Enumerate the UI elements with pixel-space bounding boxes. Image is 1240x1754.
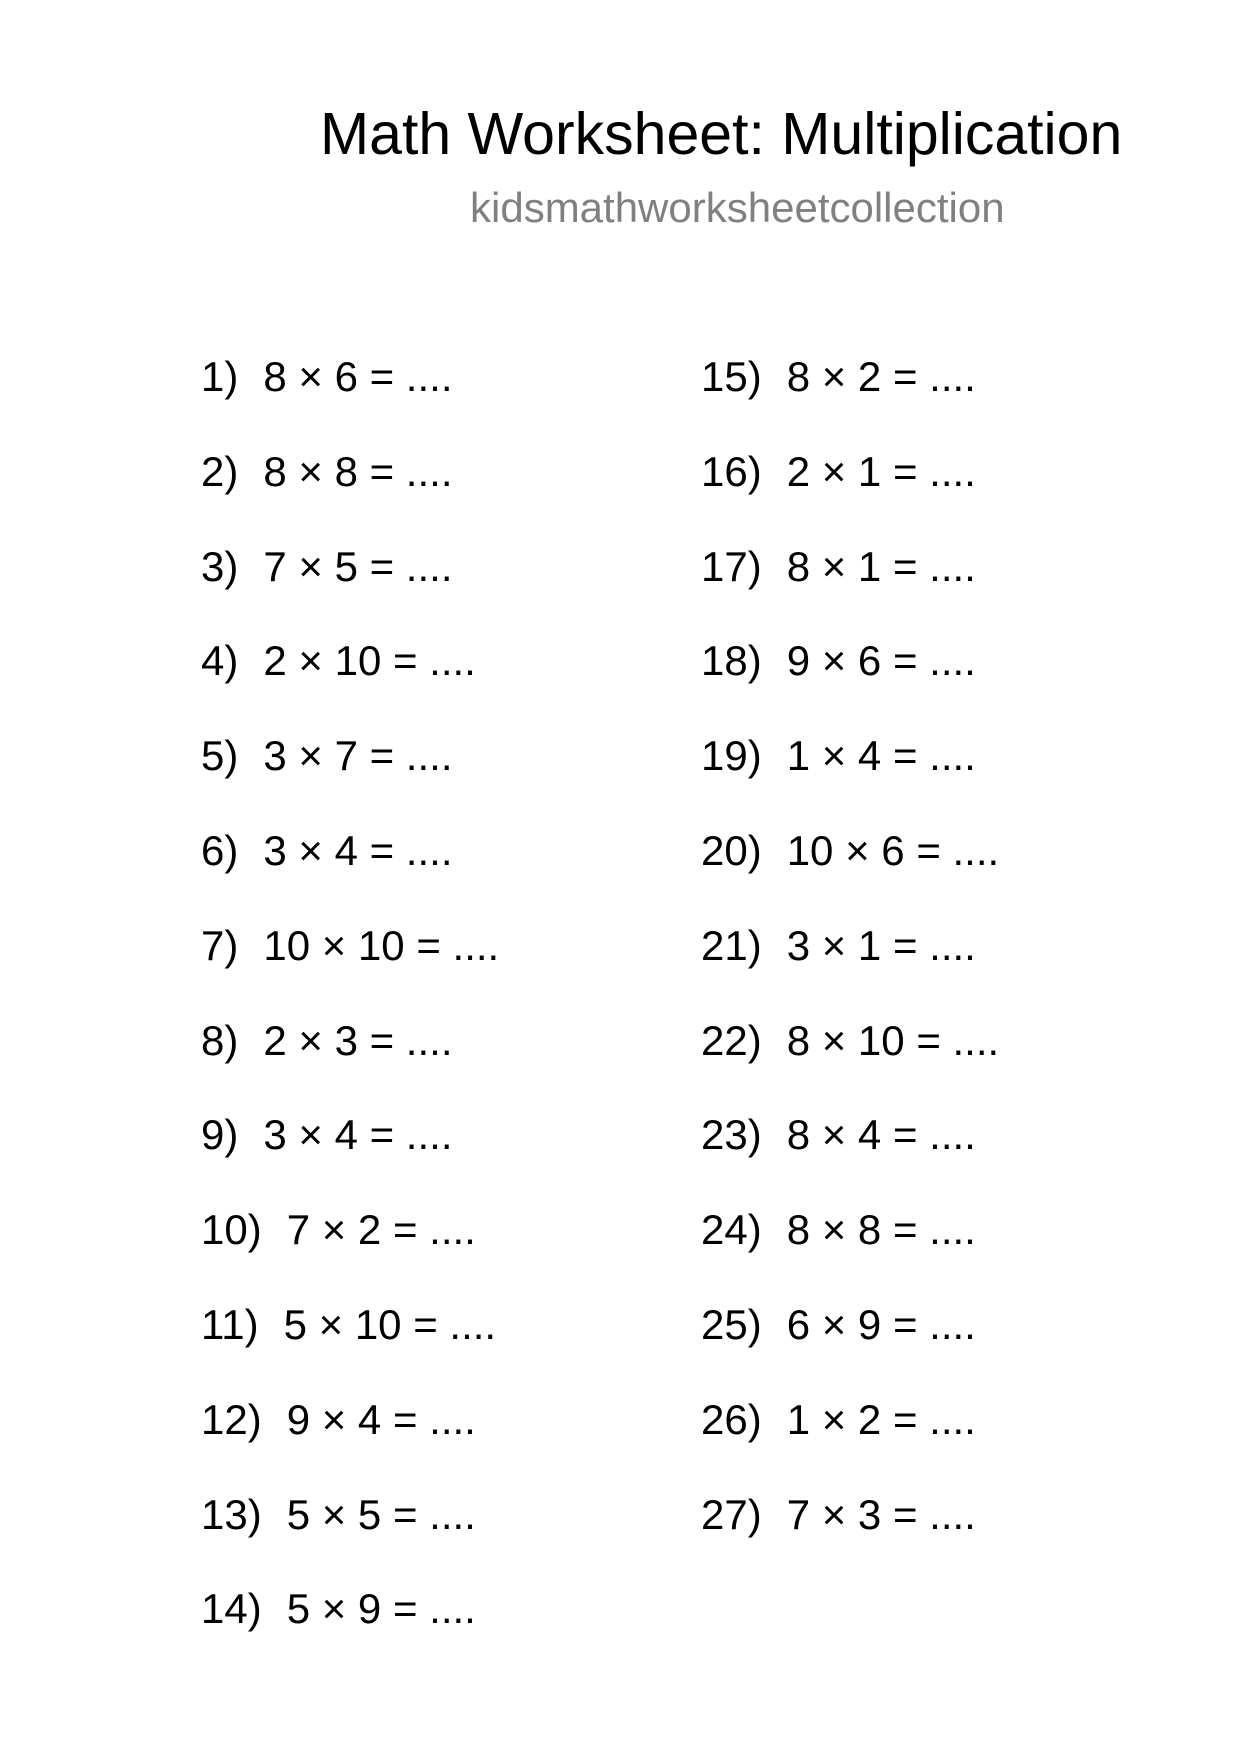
problem-expression: 5 × 10 = .... xyxy=(283,1300,497,1348)
problem-expression: 3 × 7 = .... xyxy=(263,732,453,780)
problem-item xyxy=(201,1391,499,1486)
problem-expression: 8 × 8 = .... xyxy=(786,1206,976,1254)
problem-number: 8) xyxy=(201,1016,239,1064)
problem-number: 18) xyxy=(701,637,762,685)
problem-item xyxy=(701,1391,999,1486)
problem-item xyxy=(701,1012,999,1107)
problem-item xyxy=(201,443,499,538)
problem-expression: 3 × 4 = .... xyxy=(263,1111,453,1159)
problem-expression: 9 × 6 = .... xyxy=(786,637,976,685)
problem-item xyxy=(201,727,499,822)
problem-item xyxy=(201,822,499,917)
problem-expression: 5 × 5 = .... xyxy=(286,1490,476,1538)
problem-expression: 7 × 5 = .... xyxy=(263,542,453,590)
problem-number: 22) xyxy=(701,1016,762,1064)
problem-number: 10) xyxy=(201,1206,262,1254)
problem-item xyxy=(701,1486,999,1581)
problem-item xyxy=(201,632,499,727)
problem-expression: 10 × 10 = .... xyxy=(263,921,500,969)
problem-item xyxy=(701,538,999,633)
problem-item xyxy=(201,348,499,443)
problem-number: 13) xyxy=(201,1490,262,1538)
problem-number: 21) xyxy=(701,921,762,969)
problem-number: 16) xyxy=(701,447,762,495)
problem-item xyxy=(701,1201,999,1296)
page-title: Math Worksheet: Multiplication xyxy=(320,101,1123,167)
problem-expression: 1 × 2 = .... xyxy=(786,1395,976,1443)
problem-item xyxy=(201,917,499,1012)
problem-expression: 8 × 8 = .... xyxy=(263,447,453,495)
problem-item xyxy=(201,538,499,633)
problem-number: 5) xyxy=(201,732,239,780)
problem-column-left xyxy=(201,348,499,1675)
problem-number: 6) xyxy=(201,826,239,874)
problem-item xyxy=(201,1296,499,1391)
problem-expression: 6 × 9 = .... xyxy=(786,1300,976,1348)
problem-number: 27) xyxy=(701,1490,762,1538)
problem-number: 26) xyxy=(701,1395,762,1443)
problem-expression: 9 × 4 = .... xyxy=(286,1395,476,1443)
page-subtitle: kidsmathworksheetcollection xyxy=(470,184,1005,231)
problem-expression: 7 × 2 = .... xyxy=(286,1206,476,1254)
problem-expression: 8 × 6 = .... xyxy=(263,353,453,400)
problem-expression: 8 × 10 = .... xyxy=(786,1016,1000,1064)
problem-expression: 10 × 6 = .... xyxy=(786,826,1000,874)
problem-item xyxy=(701,727,999,822)
problem-expression: 1 × 4 = .... xyxy=(786,732,976,780)
problem-expression: 2 × 1 = .... xyxy=(786,447,976,495)
problem-number: 24) xyxy=(701,1206,762,1254)
problem-number: 19) xyxy=(701,732,762,780)
problem-expression: 8 × 4 = .... xyxy=(786,1111,976,1159)
problem-item xyxy=(201,1201,499,1296)
problem-number: 9) xyxy=(201,1111,239,1159)
problem-expression: 5 × 9 = .... xyxy=(286,1585,476,1633)
problem-item xyxy=(201,1580,499,1675)
problem-expression: 3 × 1 = .... xyxy=(786,921,976,969)
problem-item xyxy=(201,1012,499,1107)
problem-column-right xyxy=(701,348,999,1580)
problem-item xyxy=(701,1106,999,1201)
problem-item xyxy=(701,443,999,538)
problem-number: 1) xyxy=(201,353,239,400)
problem-number: 7) xyxy=(201,921,239,969)
problem-item xyxy=(701,348,999,443)
problem-expression: 7 × 3 = .... xyxy=(786,1490,976,1538)
problem-number: 20) xyxy=(701,826,762,874)
problem-item xyxy=(201,1106,499,1201)
problem-item xyxy=(701,822,999,917)
problem-item xyxy=(701,917,999,1012)
problem-number: 3) xyxy=(201,542,239,590)
problem-number: 17) xyxy=(701,542,762,590)
problem-number: 4) xyxy=(201,637,239,685)
problem-number: 14) xyxy=(201,1585,262,1633)
problem-expression: 3 × 4 = .... xyxy=(263,826,453,874)
problem-number: 11) xyxy=(201,1300,259,1348)
problem-expression: 2 × 10 = .... xyxy=(263,637,476,685)
problem-item xyxy=(701,632,999,727)
problem-item xyxy=(701,1296,999,1391)
problem-number: 15) xyxy=(701,353,762,400)
problem-number: 23) xyxy=(701,1111,762,1159)
problem-expression: 2 × 3 = .... xyxy=(263,1016,453,1064)
problem-number: 12) xyxy=(201,1395,262,1443)
problem-expression: 8 × 2 = .... xyxy=(786,353,976,400)
problem-expression: 8 × 1 = .... xyxy=(786,542,976,590)
problem-number: 25) xyxy=(701,1300,762,1348)
problem-number: 2) xyxy=(201,447,239,495)
problem-item xyxy=(201,1486,499,1581)
